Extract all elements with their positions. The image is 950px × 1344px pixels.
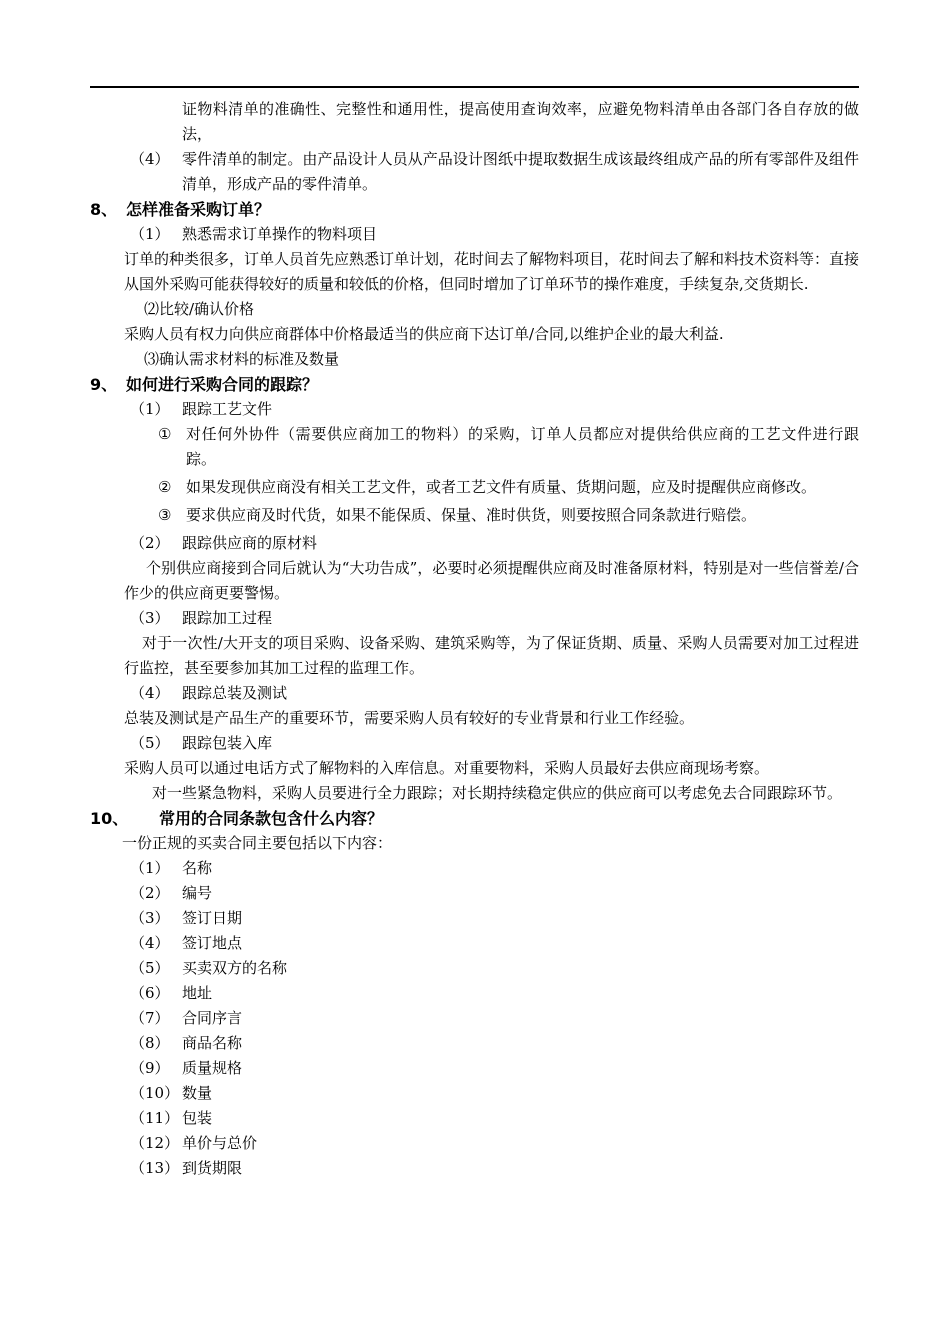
contract-terms-list	[124, 856, 859, 1181]
list-item	[124, 606, 859, 631]
list-item-text: 商品名称	[182, 1034, 243, 1052]
sub-item-number: ②	[158, 478, 172, 496]
list-item-text: 合同序言	[182, 1009, 243, 1027]
list-item	[124, 1006, 859, 1031]
section-title: 常用的合同条款包含什么内容？	[159, 809, 384, 828]
list-item	[124, 681, 859, 706]
list-item-number: （4）	[130, 150, 170, 168]
sub-item-number: ①	[158, 425, 172, 443]
list-item-number: （11）	[130, 1109, 180, 1127]
section-10-heading	[90, 806, 859, 831]
paragraph: 个别供应商接到合同后就认为“大功告成”，必要时必须提醒供应商及时准备原材料，特别是对一些信誉差/合作少的供应商更要警惕。	[124, 559, 859, 602]
list-item-text: 到货期限	[182, 1159, 243, 1177]
list-item	[124, 1081, 859, 1106]
paragraph: 对于一次性/大开支的项目采购、设备采购、建筑采购等，为了保证货期、质量、采购人员需要对加工过程进行监控，甚至要参加其加工过程的监理工作。	[124, 634, 859, 677]
list-item	[124, 1131, 859, 1156]
list-item-text: 单价与总价	[182, 1134, 258, 1152]
document-body	[90, 97, 860, 1181]
list-item-text: 签订日期	[182, 909, 243, 927]
paragraph: 采购人员有权力向供应商群体中价格最适当的供应商下达订单/合同,以维护企业的最大利益.	[124, 325, 724, 343]
paragraph: 采购人员可以通过电话方式了解物料的入库信息。对重要物料，采购人员最好去供应商现场考察。	[124, 759, 770, 777]
list-item-number: （2）	[130, 534, 170, 552]
sub-item-text: 如果发现供应商没有相关工艺文件，或者工艺文件有质量、货期问题，应及时提醒供应商修改。	[186, 478, 817, 496]
list-item-number: （2）	[130, 884, 170, 902]
paragraph: 对一些紧急物料，采购人员要进行全力跟踪；对长期持续稳定供应的供应商可以考虑免去合同跟踪环节。	[152, 784, 843, 802]
list-item: ⑵比较/确认价格	[144, 300, 255, 318]
list-item: ⑶确认需求材料的标准及数量	[144, 350, 340, 368]
section-8-heading	[90, 197, 859, 222]
list-item	[124, 731, 859, 756]
paragraph: 总装及测试是产品生产的重要环节，需要采购人员有较好的专业背景和行业工作经验。	[124, 709, 695, 727]
list-item	[124, 881, 859, 906]
list-item-number: （3）	[130, 609, 170, 627]
list-item-number: （13）	[130, 1159, 180, 1177]
list-item-number: （9）	[130, 1059, 170, 1077]
list-item-number: （3）	[130, 909, 170, 927]
list-item-number: （5）	[130, 734, 170, 752]
list-item	[124, 1106, 859, 1131]
list-item-text: 跟踪供应商的原材料	[182, 534, 318, 552]
list-item	[124, 956, 859, 981]
list-item	[124, 531, 859, 556]
list-item-number: （1）	[130, 225, 170, 243]
list-item	[124, 1056, 859, 1081]
header-rule	[90, 86, 859, 88]
list-item-number: （10）	[130, 1084, 180, 1102]
list-item	[124, 981, 859, 1006]
section-number: 10、	[90, 809, 129, 828]
sub-item	[124, 503, 859, 528]
list-item	[124, 397, 859, 422]
section-9-heading	[90, 372, 859, 397]
list-item	[124, 906, 859, 931]
section-number: 9、	[90, 375, 118, 394]
list-item-text: 地址	[182, 984, 213, 1002]
paragraph-continuation: 证物料清单的准确性、完整性和通用性，提高使用查询效率，应避免物料清单由各部门各自存放的做法，	[182, 100, 859, 143]
sub-item-text: 要求供应商及时代货，如果不能保质、保量、准时供货，则要按照合同条款进行赔偿。	[186, 506, 757, 524]
list-item	[124, 1031, 859, 1056]
list-item-text: 质量规格	[182, 1059, 243, 1077]
list-item-text: 名称	[182, 859, 213, 877]
section-number: 8、	[90, 200, 118, 219]
list-item	[124, 856, 859, 881]
list-item-parts-list	[124, 147, 859, 197]
list-item	[124, 1156, 859, 1181]
list-item-text: 跟踪包装入库	[182, 734, 273, 752]
list-item-number: （8）	[130, 1034, 170, 1052]
sub-item-number: ③	[158, 506, 172, 524]
list-item	[124, 931, 859, 956]
list-item-text: 签订地点	[182, 934, 243, 952]
section-title: 如何进行采购合同的跟踪？	[126, 375, 319, 394]
paragraph: 一份正规的买卖合同主要包括以下内容：	[122, 834, 393, 852]
list-item-text: 买卖双方的名称	[182, 959, 288, 977]
list-item-number: （5）	[130, 959, 170, 977]
list-item-number: （1）	[130, 400, 170, 418]
list-item-text: 跟踪总装及测试	[182, 684, 288, 702]
list-item-number: （7）	[130, 1009, 170, 1027]
sub-item	[124, 475, 859, 500]
list-item-text: 跟踪加工过程	[182, 609, 273, 627]
list-item-text: 编号	[182, 884, 213, 902]
list-item-text: 包装	[182, 1109, 213, 1127]
list-item	[124, 222, 859, 247]
list-item-text: 零件清单的制定。由产品设计人员从产品设计图纸中提取数据生成该最终组成产品的所有零部件及组件清单，形成产品的零件清单。	[182, 150, 859, 193]
sub-item-text: 对任何外协件（需要供应商加工的物料）的采购，订单人员都应对提供给供应商的工艺文件进行跟踪。	[186, 425, 859, 468]
sub-item	[124, 422, 859, 472]
paragraph: 订单的种类很多，订单人员首先应熟悉订单计划，花时间去了解物料项目，花时间去了解和料技术资料等：直接从国外采购可能获得较好的质量和较低的价格，但同时增加了订单环节的操作难度，手续复杂,交货期长.	[124, 250, 860, 293]
list-item-text: 数量	[182, 1084, 213, 1102]
list-item-number: （6）	[130, 984, 170, 1002]
list-item-number: （1）	[130, 859, 170, 877]
list-item-text: 跟踪工艺文件	[182, 400, 273, 418]
section-title: 怎样准备采购订单？	[126, 200, 271, 219]
list-item-number: （4）	[130, 934, 170, 952]
list-item-number: （4）	[130, 684, 170, 702]
list-item-number: （12）	[130, 1134, 180, 1152]
list-item-text: 熟悉需求订单操作的物料项目	[182, 225, 378, 243]
